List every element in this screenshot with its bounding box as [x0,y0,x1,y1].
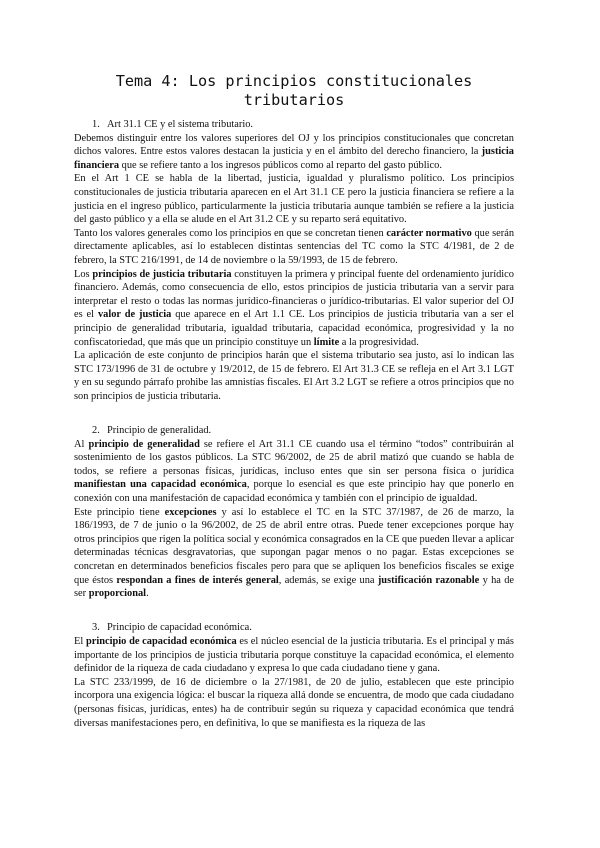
text-run: Los [74,268,93,280]
text-run: se refiere el Art 31.1 CE cuando usa el término “todos” contribuirán al sostenimiento de los gastos públicos. La STC 96/2002, de 25 de abril matizó que cuando se habla de todos, se refiere a personas físicas, jurídicas, incluso entes que sin ser persona física o jurídica [74,438,514,477]
text-run: que aparece en el Art 1.1 CE. Los principios de justicia tributaria van a ser el principio de generalidad tributaria, igualdad tributaria, capacidad económica, progresividad y la no confiscatoriedad, que más que un principio constituye un [74,309,514,348]
paragraph [74,506,514,601]
paragraph [74,438,514,506]
text-run: En el Art 1 CE se habla de la libertad, justicia, igualdad y pluralismo político. Los principios constitucionales de justicia tributaria aparecen en el Art 31.1 CE pero la justicia financiera se refiere a la justicia en el ingreso público, particularmente la justicia tributaria aunque también se refiere a la justicia del gasto público y a ella se alude en el Art 31.2 CE y su reparto será equitativo. [74,173,514,226]
text-run: que se refiere tanto a los ingresos públicos como al reparto del gasto público. [119,159,442,171]
text-run: y ha de ser [74,574,515,600]
paragraph [74,676,514,730]
section-number: 2. [92,425,100,437]
text-run: que serán directamente aplicables, así lo establecen distintas sentencias del TC como la STC 4/1981, de 2 de febrero, la STC 216/1991, de 14 de noviembre o la 59/1993, de 15 de febrero. [74,227,515,266]
page-title: Tema 4: Los principios constitucionales tributarios [115,72,473,109]
section-heading [74,118,514,132]
section-number: 1. [92,119,100,130]
bold-term: respondan a fines de interés general [116,574,279,586]
bold-term: justicia financiera [74,146,514,171]
bold-term: principio de capacidad económica [85,635,237,647]
bold-term: justificación razonable [377,574,480,586]
section-heading [74,621,514,635]
paragraph [74,132,514,173]
bold-term: valor de justicia [97,309,172,321]
section-spacer [74,614,514,621]
bold-term: principio de generalidad [88,438,200,450]
section-number: 3. [92,622,100,634]
bold-term: proporcional [88,588,147,600]
text-run: Al [74,438,89,450]
text-run: constituyen la primera y principal fuente del ordenamiento jurídico financiero. Además, como consecuencia de ello, estos principios de justicia tributaria van a servir para interpretar el resto o todas las normas jurídico-financieras o jurídico-tributarias. El valor superior del OJ es el [74,268,514,321]
document-body [74,118,514,730]
text-run: Tanto los valores generales como los principios en que se concretan tienen [74,227,387,239]
bold-term: principios de justicia tributaria [92,268,232,280]
paragraph [74,349,514,403]
text-run: y así lo establece el TC en la STC 37/1987, de 26 de marzo, la 186/1993, de 7 de junio o la 96/2002, de 25 de abril entre otras. Puede tener excepciones porque hay otros principios que rigen la política social y económica consagrados en la CE que pueden llevar a aplicar determinadas técnicas desgravatorias, que supongan pagar menos o no pagar. Estas excepciones se concretan en determinados beneficios fiscales pero para que se apliquen los beneficios fiscales se exige que éstos [74,506,514,586]
section-spacer [74,417,514,424]
section-heading-text: Principio de generalidad. [107,425,212,437]
bold-term: carácter normativo [386,227,472,239]
text-run: , porque lo esencial es que este principio hay que ponerlo en conexión con una manifestación de capacidad económica y también con el principio de igualdad. [74,479,514,505]
paragraph [74,268,514,350]
text-run: La aplicación de este conjunto de principios harán que el sistema tributario sea justo, así lo indican las STC 173/1996 de 31 de octubre y 19/2012, de 15 de febrero. El Art 31.3 CE se refleja en el Art 3.1 LGT y en su segundo párrafo prohibe las amnistías fiscales. El Art 3.2 LGT se refiere a otros principios que no son principios de justicia tributaria. [74,350,514,402]
text-run: Debemos distinguir entre los valores superiores del OJ y los principios constitucionales que concretan dichos valores. Entre estos valores destacan la justicia y en el ámbito del derecho financiero, la [74,132,514,158]
text-run: Este principio tiene [74,506,165,518]
bold-term: manifiestan una capacidad económica [74,479,247,491]
section-heading-text: Principio de capacidad económica. [107,622,252,634]
paragraph [74,227,514,268]
text-run: a la progresividad. [339,336,419,348]
section-heading-text: Art 31.1 CE y el sistema tributario. [107,119,254,130]
text-run: , además, se exige una [278,574,378,586]
bold-term: excepciones [164,506,217,518]
paragraph [74,172,514,226]
paragraph [74,635,514,676]
text-run: es el núcleo esencial de la justicia tributaria. Es el principal y más importante de los principios de justicia tributaria porque constituye la capacidad económica, el elemento definidor de la riqueza de cada ciudadano y expresa lo que cada ciudadano tiene y gana. [74,635,514,675]
text-run: La STC 233/1999, de 16 de diciembre o la 27/1981, de 20 de julio, establecen que este principio incorpora una exigencia lógica: el buscar la riqueza allá donde se encuentra, de modo que cada ciudadano (personas físicas, jurídicas, entes) ha de contribuir según su riqueza y capacidad económica que tendrá diversas manifestaciones pero, en definitiva, lo que se manifiesta es la riqueza de las [74,676,514,729]
section-heading [74,424,514,438]
text-run: . [146,588,149,600]
bold-term: límite [313,336,340,348]
text-run: El [74,635,86,647]
